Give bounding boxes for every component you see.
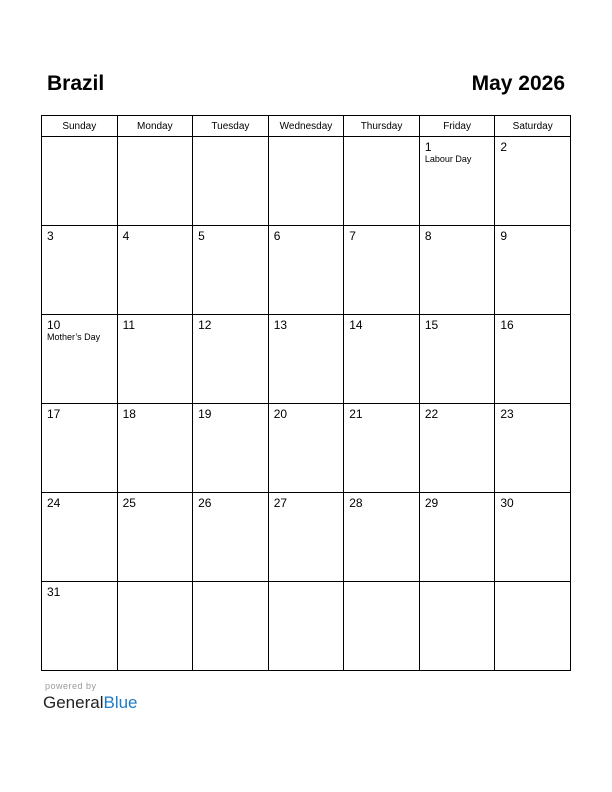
day-cell — [42, 493, 118, 582]
day-cell — [344, 315, 420, 404]
day-cell — [344, 404, 420, 493]
day-number — [118, 582, 193, 585]
day-cell — [268, 404, 344, 493]
day-cell — [42, 137, 118, 226]
day-number: 28 — [349, 496, 363, 510]
week-row — [42, 137, 571, 226]
day-number: 19 — [198, 407, 212, 421]
country-title: Brazil — [47, 72, 105, 95]
weekday-header-saturday: Saturday — [495, 116, 571, 137]
day-number — [193, 582, 268, 585]
day-cell — [117, 315, 193, 404]
day-number — [193, 137, 268, 140]
day-number: 30 — [500, 496, 514, 510]
week-row — [42, 404, 571, 493]
day-cell — [117, 404, 193, 493]
day-cell — [268, 315, 344, 404]
day-number: 8 — [424, 229, 432, 243]
day-number: 10 — [47, 318, 61, 332]
day-number: 25 — [122, 496, 136, 510]
day-number: 15 — [424, 318, 439, 332]
day-number: 13 — [273, 318, 288, 332]
brand-name-general: General — [43, 693, 104, 712]
weekday-header-thursday: Thursday — [344, 116, 420, 137]
day-cell — [495, 137, 571, 226]
day-number: 3 — [47, 229, 54, 243]
day-number: 20 — [273, 407, 288, 421]
day-cell — [268, 226, 344, 315]
day-cell — [42, 315, 118, 404]
holiday-label: Mother’s Day — [47, 332, 101, 342]
day-cell — [419, 404, 495, 493]
day-number: 4 — [122, 229, 130, 243]
day-number: 1 — [424, 140, 432, 154]
day-cell — [117, 137, 193, 226]
day-number: 29 — [424, 496, 439, 510]
day-cell — [42, 404, 118, 493]
calendar-body — [42, 137, 571, 671]
day-cell — [268, 582, 344, 671]
day-number: 5 — [198, 229, 205, 243]
day-cell — [419, 137, 495, 226]
calendar-grid — [41, 115, 571, 671]
footer-branding — [43, 681, 138, 714]
week-row — [42, 315, 571, 404]
brand-name-blue: Blue — [103, 693, 138, 712]
day-cell — [495, 582, 571, 671]
day-cell — [193, 137, 269, 226]
weekday-header-tuesday: Tuesday — [193, 116, 269, 137]
day-number: 31 — [47, 585, 61, 599]
day-cell — [193, 493, 269, 582]
day-cell — [419, 315, 495, 404]
day-cell — [344, 493, 420, 582]
day-cell — [495, 226, 571, 315]
weekday-header-row — [42, 116, 571, 137]
weekday-header-monday: Monday — [117, 116, 193, 137]
day-number — [269, 137, 344, 140]
week-row — [42, 226, 571, 315]
weekday-header-wednesday: Wednesday — [268, 116, 344, 137]
day-number: 17 — [47, 407, 61, 421]
day-number: 24 — [47, 496, 61, 510]
day-cell — [42, 582, 118, 671]
day-number — [420, 582, 495, 585]
day-cell — [117, 493, 193, 582]
day-number: 14 — [349, 318, 363, 332]
day-number — [495, 582, 570, 585]
day-cell — [344, 137, 420, 226]
day-cell — [193, 582, 269, 671]
day-number — [269, 582, 344, 585]
day-cell — [495, 315, 571, 404]
day-number: 2 — [500, 140, 508, 154]
day-cell — [117, 582, 193, 671]
month-year-title: May 2026 — [471, 72, 565, 95]
day-number: 9 — [500, 229, 508, 243]
day-cell — [495, 404, 571, 493]
day-number: 18 — [122, 407, 136, 421]
day-cell — [419, 226, 495, 315]
week-row — [42, 493, 571, 582]
holiday-label: Labour Day — [424, 154, 472, 164]
day-cell — [344, 226, 420, 315]
day-cell — [344, 582, 420, 671]
brand-logo — [43, 692, 138, 714]
day-cell — [117, 226, 193, 315]
day-number: 7 — [349, 229, 356, 243]
weekday-header-sunday: Sunday — [42, 116, 118, 137]
day-cell — [268, 493, 344, 582]
day-cell — [495, 493, 571, 582]
day-number: 27 — [273, 496, 288, 510]
day-cell — [268, 137, 344, 226]
powered-by-text: powered by — [45, 681, 97, 691]
day-cell — [193, 226, 269, 315]
day-number: 21 — [349, 407, 363, 421]
day-number: 23 — [500, 407, 514, 421]
day-number — [344, 137, 419, 140]
day-number: 12 — [198, 318, 212, 332]
weekday-header-friday: Friday — [419, 116, 495, 137]
day-cell — [419, 493, 495, 582]
day-cell — [419, 582, 495, 671]
day-number — [42, 137, 117, 140]
day-number — [344, 582, 419, 585]
day-number: 16 — [500, 318, 514, 332]
day-cell — [193, 315, 269, 404]
week-row — [42, 582, 571, 671]
day-number: 26 — [198, 496, 212, 510]
day-number: 6 — [273, 229, 281, 243]
day-cell — [42, 226, 118, 315]
day-cell — [193, 404, 269, 493]
day-number: 11 — [122, 318, 136, 332]
day-number — [118, 137, 193, 140]
day-number: 22 — [424, 407, 439, 421]
